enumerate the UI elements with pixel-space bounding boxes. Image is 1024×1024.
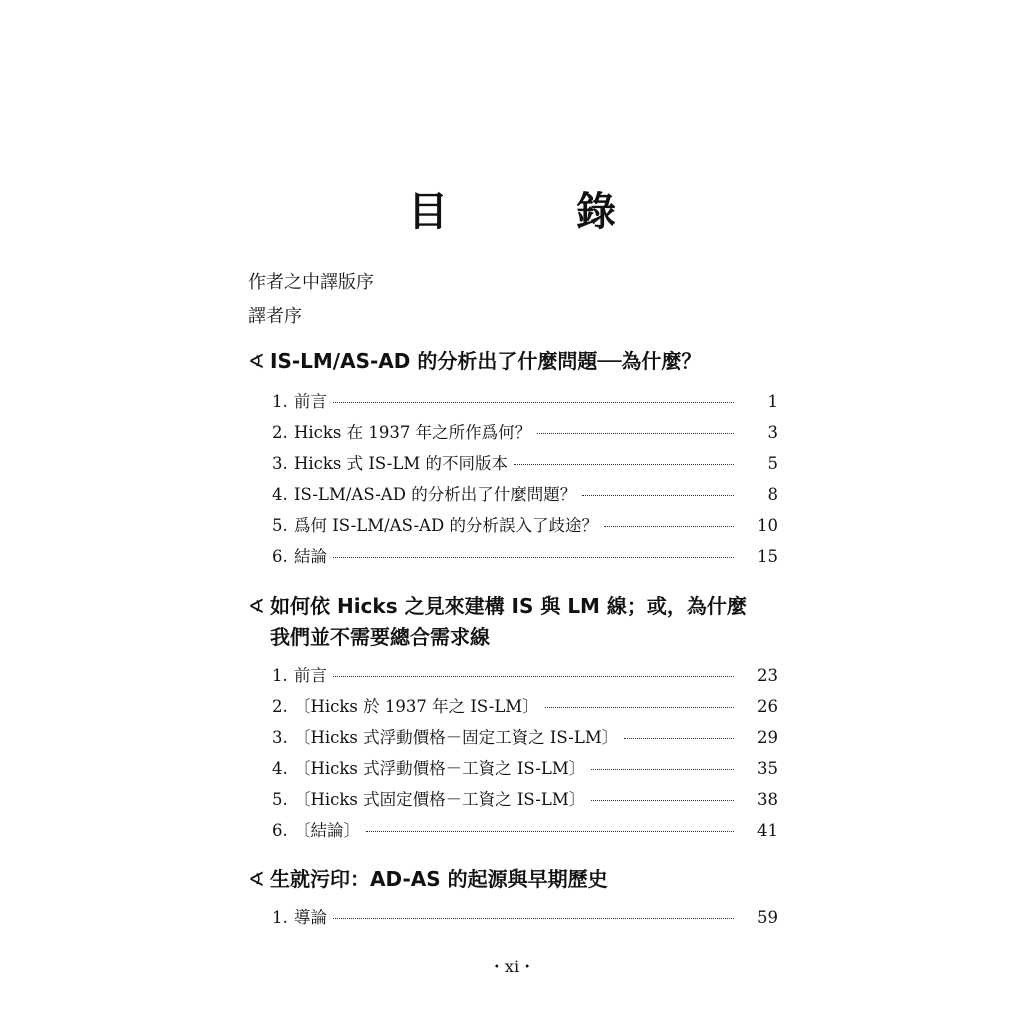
- entry-page-number: 26: [757, 697, 778, 716]
- entry-label: 〔結論〕: [294, 821, 360, 840]
- entry-page-number: 1: [767, 392, 778, 411]
- entry-number: 3.: [272, 728, 288, 747]
- entry-page-number: 35: [757, 759, 778, 778]
- chapter-title-line: 如何依 Hicks 之見來建構 IS 與 LM 線；或，為什麼: [270, 594, 747, 618]
- leader-dots: [333, 676, 734, 677]
- toc-row: [272, 419, 778, 443]
- entry-page-number: 15: [757, 547, 778, 566]
- chapter-heading-1: [248, 346, 701, 377]
- chapter-heading-2: [248, 591, 747, 653]
- leader-dots: [333, 918, 734, 919]
- leader-dots: [537, 433, 734, 434]
- entry-number: 5.: [272, 790, 288, 809]
- leader-dots: [582, 495, 734, 496]
- toc-row: [272, 904, 778, 928]
- toc-row: [272, 662, 778, 686]
- leader-dots: [333, 557, 734, 558]
- leader-dots: [366, 831, 734, 832]
- entry-label: IS-LM/AS-AD 的分析出了什麼問題？: [294, 485, 577, 504]
- leader-dots: [333, 402, 734, 403]
- entry-number: 1.: [272, 392, 288, 411]
- entry-label: 〔Hicks 式浮動價格－工資之 IS-LM〕: [294, 759, 586, 778]
- chapter-heading-3: [248, 864, 608, 895]
- chapter-arrow-icon: ∢: [248, 594, 265, 618]
- entry-label: Hicks 在 1937 年之所作爲何？: [294, 423, 532, 442]
- toc-row: [272, 512, 778, 536]
- entry-number: 2.: [272, 697, 288, 716]
- toc-row: [272, 724, 778, 748]
- entry-label: 前言: [294, 392, 327, 411]
- chapter-title-line: 生就污印：AD-AS 的起源與早期歷史: [270, 867, 608, 891]
- entry-page-number: 10: [757, 516, 778, 535]
- entry-page-number: 3: [767, 423, 778, 442]
- toc-row: [272, 388, 778, 412]
- page-number-footer: ・xi・: [488, 957, 536, 976]
- page-title: 目 錄: [408, 188, 660, 235]
- chapter-arrow-icon: ∢: [248, 867, 265, 891]
- entry-label: Hicks 式 IS-LM 的不同版本: [294, 454, 508, 473]
- toc-row: [272, 543, 778, 567]
- entry-label: 結論: [294, 547, 327, 566]
- entry-page-number: 8: [767, 485, 778, 504]
- leader-dots: [514, 464, 734, 465]
- front-matter-translator-preface: 譯者序: [248, 306, 302, 327]
- leader-dots: [545, 707, 734, 708]
- entry-number: 6.: [272, 547, 288, 566]
- entry-number: 4.: [272, 759, 288, 778]
- entry-page-number: 41: [757, 821, 778, 840]
- entry-number: 4.: [272, 485, 288, 504]
- entry-page-number: 38: [757, 790, 778, 809]
- entry-number: 3.: [272, 454, 288, 473]
- entry-label: 前言: [294, 666, 327, 685]
- chapter-title-line: 我們並不需要總合需求線: [270, 625, 490, 649]
- toc-row: [272, 755, 778, 779]
- entry-label: 〔Hicks 式固定價格－工資之 IS-LM〕: [294, 790, 586, 809]
- entry-label: 〔Hicks 於 1937 年之 IS-LM〕: [294, 697, 539, 716]
- chapter-arrow-icon: ∢: [248, 349, 265, 373]
- leader-dots: [604, 526, 734, 527]
- entry-number: 1.: [272, 666, 288, 685]
- entry-number: 5.: [272, 516, 288, 535]
- leader-dots: [624, 738, 734, 739]
- entry-page-number: 59: [757, 908, 778, 927]
- toc-row: [272, 693, 778, 717]
- entry-number: 6.: [272, 821, 288, 840]
- toc-row: [272, 786, 778, 810]
- chapter-title-line: IS-LM/AS-AD 的分析出了什麼問題──為什麼？: [270, 349, 702, 373]
- toc-row: [272, 450, 778, 474]
- entry-number: 1.: [272, 908, 288, 927]
- entry-label: 導論: [294, 908, 327, 927]
- leader-dots: [591, 769, 734, 770]
- entry-label: 爲何 IS-LM/AS-AD 的分析誤入了歧途？: [294, 516, 598, 535]
- entry-label: 〔Hicks 式浮動價格－固定工資之 IS-LM〕: [294, 728, 619, 747]
- entry-page-number: 23: [757, 666, 778, 685]
- toc-row: [272, 481, 778, 505]
- entry-page-number: 29: [757, 728, 778, 747]
- entry-page-number: 5: [767, 454, 778, 473]
- toc-row: [272, 817, 778, 841]
- front-matter-author-preface: 作者之中譯版序: [248, 272, 374, 293]
- entry-number: 2.: [272, 423, 288, 442]
- leader-dots: [591, 800, 734, 801]
